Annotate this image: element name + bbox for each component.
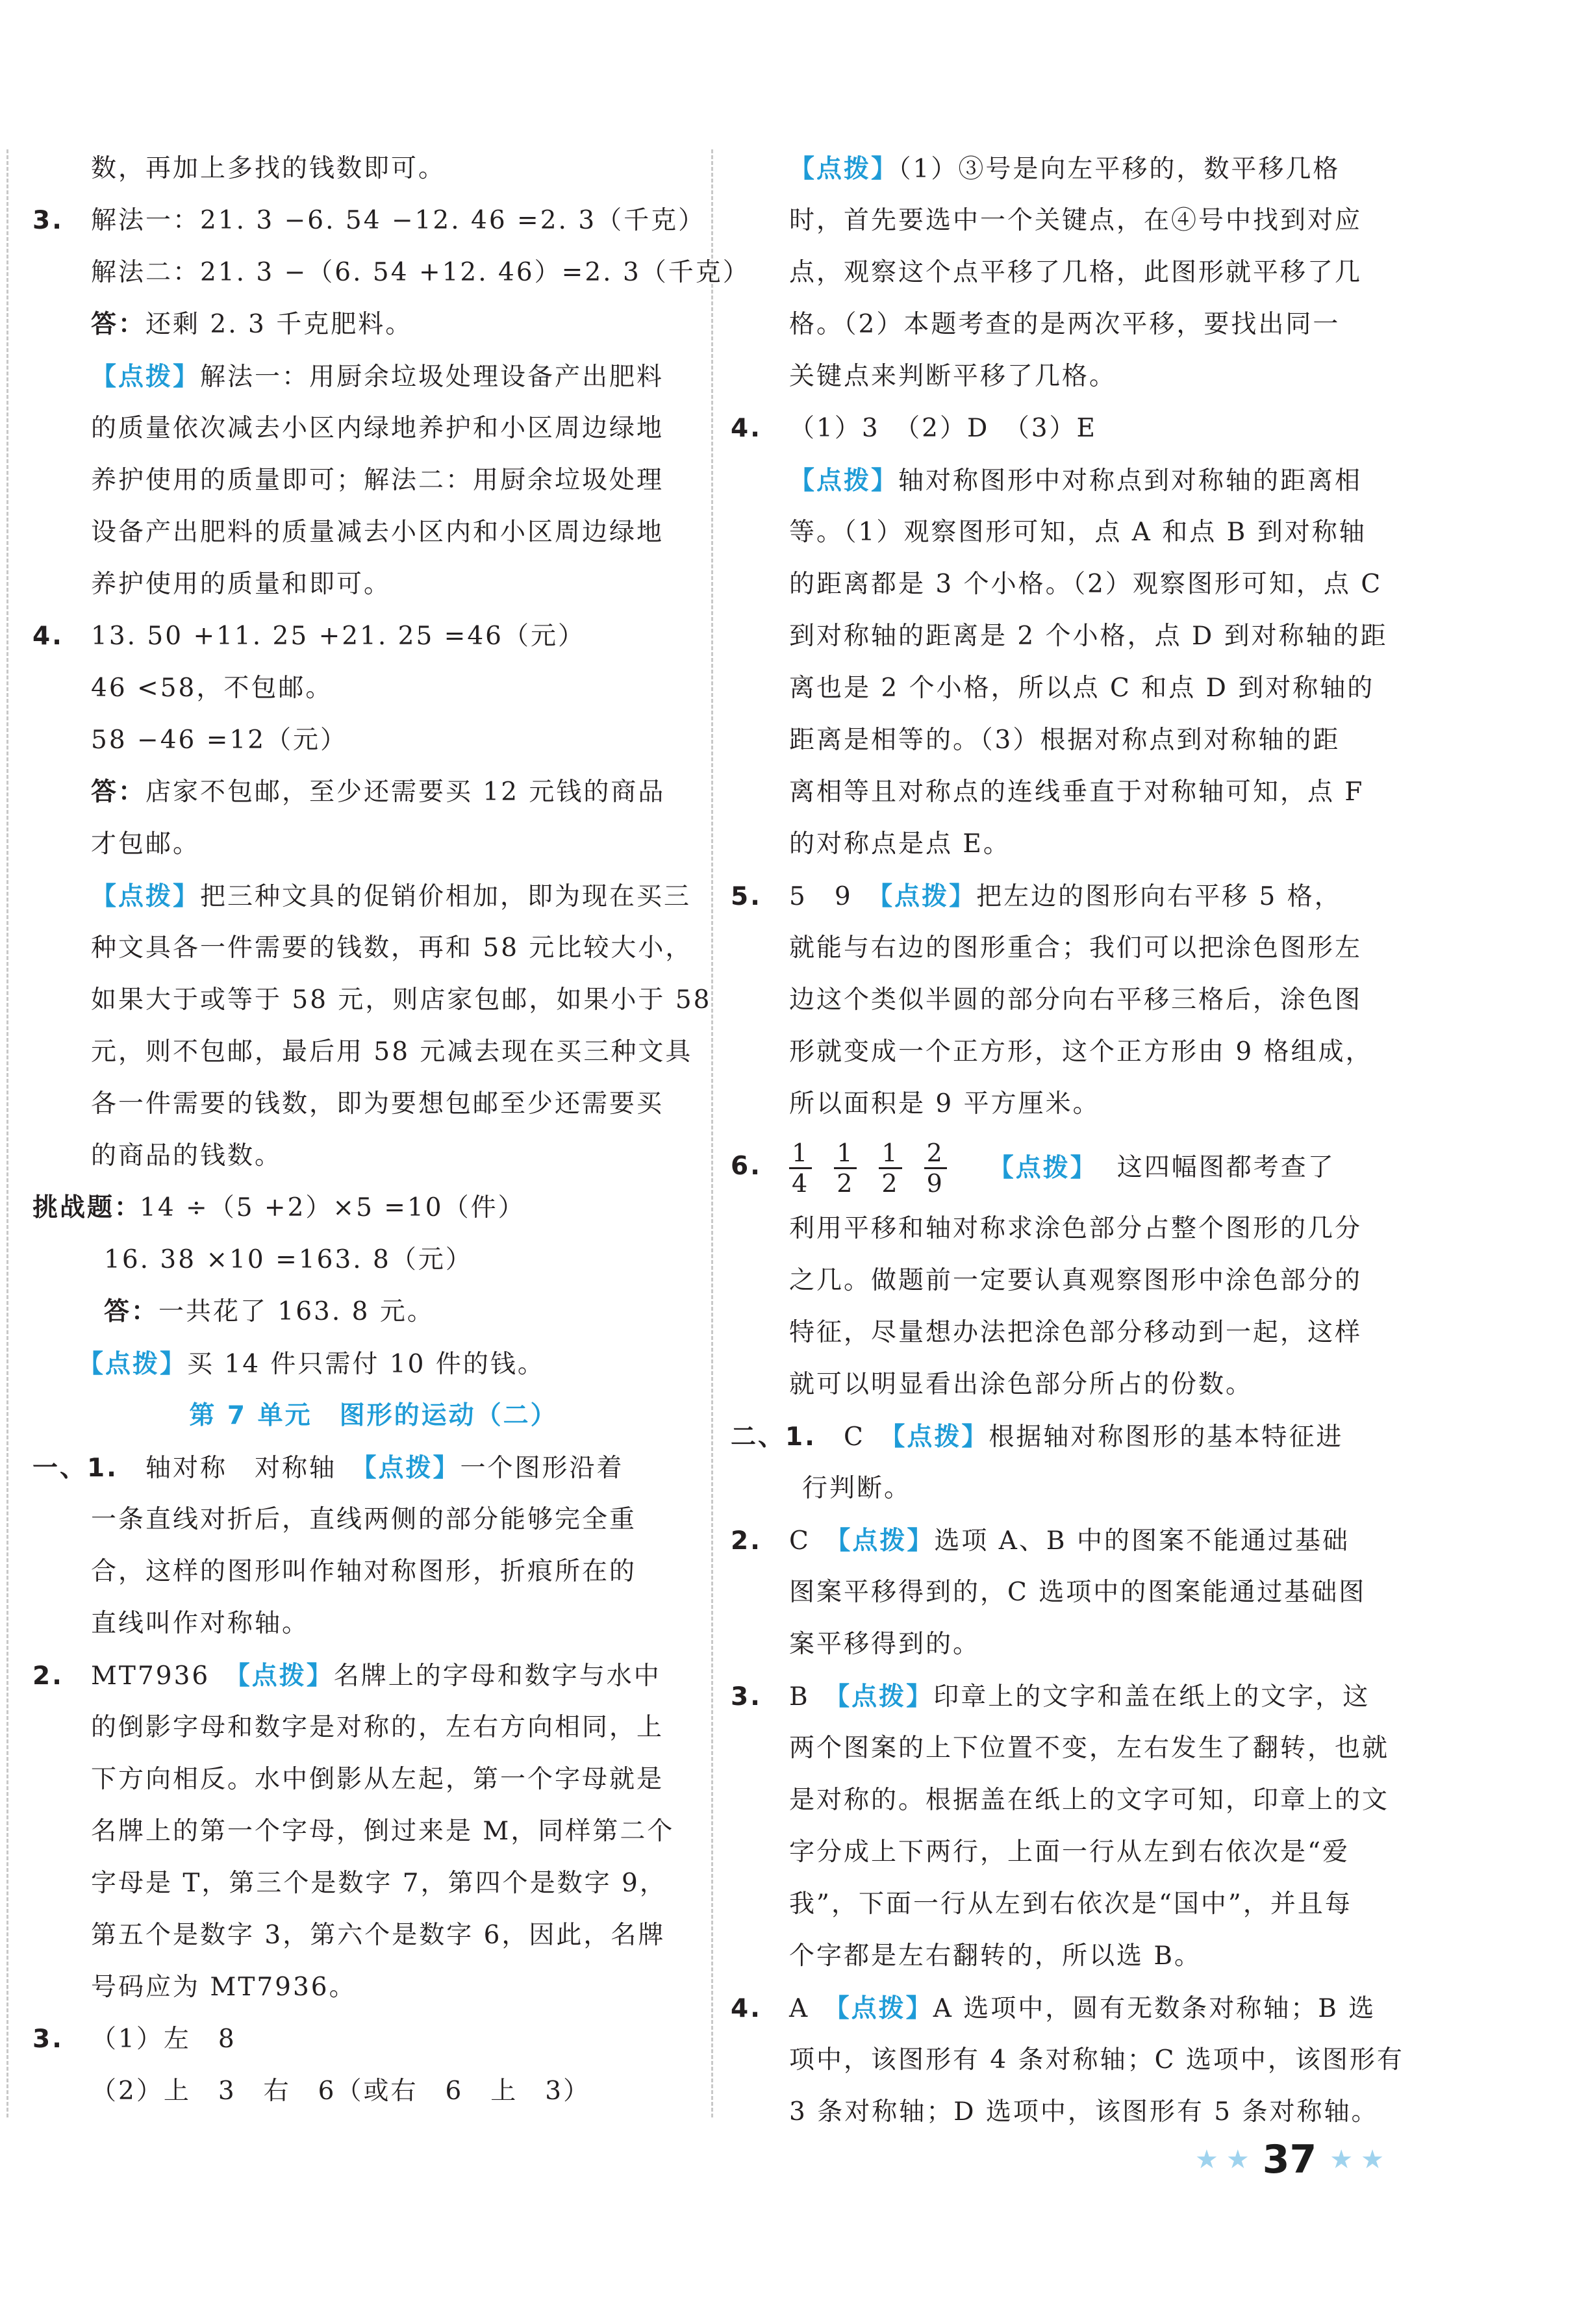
hint-tag: 【点拨】: [364, 1453, 460, 1483]
text-line: [731, 818, 1390, 870]
answer-label: 答：: [91, 310, 146, 339]
line-text: 一个图形沿着: [460, 1454, 624, 1483]
line-text: 13. 50 +11. 25 +21. 25 =46（元）: [91, 622, 585, 651]
line-text: 的质量依次减去小区内绿地养护和小区周边绿地: [91, 414, 664, 443]
fraction-denominator: 2: [837, 1168, 855, 1198]
fraction-denominator: 2: [881, 1168, 900, 1198]
line-text: 离也是 2 个小格，所以点 C 和点 D 到对称轴的: [789, 674, 1375, 703]
text-line: [32, 559, 688, 611]
text-line: [32, 1910, 688, 1962]
text-line: [32, 143, 688, 195]
line-text: 才包邮。: [91, 829, 201, 859]
fraction-denominator: 9: [926, 1168, 944, 1198]
question-number: 4.: [731, 414, 762, 443]
section-number: 二、: [731, 1422, 786, 1452]
line-text: 轴对称 对称轴: [145, 1454, 364, 1483]
line-text: 形就变成一个正方形，这个正方形由 9 格组成，: [789, 1037, 1373, 1067]
text-line: [32, 1494, 688, 1546]
line-text: 种文具各一件需要的钱数，再和 58 元比较大小，: [91, 933, 693, 963]
line-text: 点，观察这个点平移了几格，此图形就平移了几: [789, 258, 1363, 287]
text-line: [731, 455, 1390, 507]
text-line: [731, 1619, 1390, 1671]
star-icon: ★: [1361, 2145, 1384, 2175]
line-text: （1）③号是向左平移的，数平移几格: [898, 155, 1341, 184]
line-text: 设备产出肥料的质量减去小区内和小区周边绿地: [91, 518, 664, 547]
question-number: 5.: [731, 882, 762, 911]
line-text: A: [789, 1994, 837, 2023]
text-line: [32, 1026, 693, 1078]
hint-tag: 【点拨】: [789, 466, 899, 496]
line-text: （2）上 3 右 6（或右 6 上 3）: [91, 2077, 591, 2106]
line-text: 养护使用的质量即可；解法二：用厨余垃圾处理: [91, 466, 664, 495]
text-line: [731, 1515, 1390, 1567]
fraction: [834, 1139, 857, 1198]
line-text: 利用平移和轴对称求涂色部分占整个图形的几分: [789, 1214, 1363, 1243]
line-text: 印章上的文字和盖在纸上的文字，这: [933, 1682, 1370, 1711]
text-line: [731, 1930, 1390, 1982]
text-line: [731, 1878, 1390, 1930]
text-line: [731, 1255, 1390, 1307]
text-line: [731, 1411, 1390, 1463]
text-line: [32, 1702, 688, 1754]
line-text: 格。（2）本题考查的是两次平移，要找出同一: [789, 310, 1341, 339]
question-number: 1.: [87, 1454, 118, 1483]
line-text: 就能与右边的图形重合；我们可以把涂色图形左: [789, 933, 1363, 963]
hint-tag: 【点拨】: [892, 1422, 989, 1452]
text-line: [32, 1598, 688, 1650]
challenge-label: 挑战题：: [32, 1193, 142, 1222]
line-text: 还剩 2. 3 千克肥料。: [145, 310, 413, 339]
text-line: [731, 403, 1390, 455]
line-text: 元，则不包邮，最后用 58 元减去现在买三种文具: [91, 1037, 693, 1067]
line-text: 5 9: [789, 882, 880, 911]
line-text: 第五个是数字 3，第六个是数字 6，因此，名牌: [91, 1921, 666, 1950]
question-number: 2.: [731, 1526, 762, 1556]
hint-tag: 【点拨】: [91, 881, 201, 911]
line-text: B: [789, 1682, 837, 1711]
star-icon: ★: [1226, 2145, 1250, 2175]
line-text: 这四幅图都考查了: [1116, 1153, 1335, 1182]
line-text: 特征，尽量想办法把涂色部分移动到一起，这样: [789, 1318, 1363, 1347]
text-line: [32, 974, 712, 1026]
page-number: 37: [1262, 2137, 1317, 2182]
line-text: 的商品的钱数。: [91, 1141, 283, 1170]
line-text: 店家不包邮，至少还需要买 12 元钱的商品: [145, 777, 666, 807]
text-line: [32, 1338, 688, 1390]
text-line: [731, 1078, 1390, 1130]
text-line: [731, 1826, 1390, 1878]
page-number-footer: [1195, 2134, 1384, 2186]
question-number: 3.: [32, 206, 64, 235]
text-line: [32, 818, 688, 870]
hint-tag: 【点拨】: [78, 1349, 188, 1379]
text-line: [731, 974, 1390, 1026]
text-line: [731, 870, 1390, 922]
line-text: 是对称的。根据盖在纸上的文字可知，印章上的文: [789, 1786, 1390, 1815]
text-line: [32, 247, 750, 299]
section-heading: 第 7 单元 图形的运动（二）: [189, 1401, 558, 1430]
text-line: [32, 1078, 688, 1130]
line-text: 数，再加上多找的钱数即可。: [91, 154, 446, 183]
fraction-numerator: 1: [879, 1139, 901, 1169]
line-text: 一条直线对折后，直线两侧的部分能够完全重: [91, 1505, 637, 1534]
text-line: [731, 2086, 1390, 2138]
text-line: [32, 1442, 688, 1494]
text-line: [32, 507, 688, 559]
line-text: （1）左 8: [91, 2025, 236, 2054]
answer-label: 答：: [104, 1297, 159, 1326]
text-line: [32, 714, 688, 766]
line-text: 就可以明显看出涂色部分所占的份数。: [789, 1370, 1254, 1399]
text-line: [32, 1130, 688, 1182]
text-line: [731, 247, 1390, 299]
text-line: [731, 1723, 1390, 1775]
line-text: 一共花了 163. 8 元。: [158, 1297, 435, 1326]
fraction-denominator: 4: [792, 1168, 810, 1198]
fraction-numerator: 2: [924, 1139, 947, 1169]
text-line: [32, 1546, 688, 1598]
line-text: 16. 38 ×10 =163. 8（元）: [104, 1245, 473, 1274]
text-line: [731, 351, 1390, 403]
question-number: 4.: [32, 622, 64, 651]
text-line: [731, 714, 1390, 766]
line-text: 到对称轴的距离是 2 个小格，点 D 到对称轴的距: [789, 622, 1388, 651]
line-text: 的距离都是 3 个小格。（2）观察图形可知，点 C: [789, 570, 1383, 599]
line-text: 项中，该图形有 4 条对称轴；C 选项中，该图形有: [789, 2045, 1404, 2075]
hint-tag: 【点拨】: [91, 362, 201, 392]
line-text: 字母是 T，第三个是数字 7，第四个是数字 9，: [91, 1869, 667, 1898]
line-text: A 选项中，圆有无数条对称轴；B 选: [933, 1994, 1376, 2023]
hint-tag: 【点拨】: [879, 881, 977, 911]
text-line: [32, 195, 706, 247]
text-line: [731, 1671, 1390, 1723]
text-line: [32, 766, 688, 818]
text-line: [731, 559, 1390, 611]
question-number: 3.: [32, 2025, 64, 2054]
text-line: [32, 1234, 688, 1286]
text-line: [32, 1962, 688, 2014]
line-text: 把三种文具的促销价相加，即为现在买三: [200, 882, 692, 911]
section-number: 一、: [32, 1453, 88, 1483]
right-column: [731, 143, 1404, 2138]
line-text: 个字都是左右翻转的，所以选 B。: [789, 1941, 1202, 1971]
line-text: 根据轴对称图形的基本特征进: [989, 1422, 1344, 1452]
line-text: MT7936: [91, 1661, 238, 1691]
hint-tag: 【点拨】: [837, 1993, 933, 2023]
line-text: 选项 A、B 中的图案不能通过基础: [934, 1526, 1350, 1556]
text-line: [32, 1286, 688, 1338]
fraction-numerator: 1: [834, 1139, 857, 1169]
line-text: 时，首先要选中一个关键点，在④号中找到对应: [789, 206, 1363, 235]
line-text: 46 <58，不包邮。: [91, 674, 333, 703]
line-text: 的对称点是点 E。: [789, 829, 1011, 859]
answer-label: 答：: [91, 777, 146, 807]
line-text: 距离是相等的。（3）根据对称点到对称轴的距: [789, 726, 1341, 755]
text-line: [32, 663, 688, 714]
line-text: 边这个类似半圆的部分向右平移三格后，涂色图: [789, 985, 1363, 1015]
line-text: 把左边的图形向右平移 5 格，: [976, 882, 1342, 911]
line-text: 之几。做题前一定要认真观察图形中涂色部分的: [789, 1266, 1363, 1295]
line-text: 解法二：21. 3 −（6. 54 +12. 46）=2. 3（千克）: [91, 258, 750, 287]
text-line: [731, 2034, 1404, 2086]
line-text: 3 条对称轴；D 选项中，该图形有 5 条对称轴。: [789, 2097, 1379, 2127]
text-line: [731, 1775, 1390, 1826]
text-line: [731, 663, 1390, 714]
line-text: 各一件需要的钱数，即为要想包邮至少还需要买: [91, 1089, 664, 1118]
text-line: [32, 611, 688, 663]
line-text: 58 −46 =12（元）: [91, 726, 348, 755]
text-line: [32, 299, 688, 351]
text-line: [731, 1982, 1390, 2034]
text-line: [731, 611, 1390, 663]
text-line: [731, 143, 1390, 195]
text-line: [731, 1307, 1390, 1359]
text-line: [32, 351, 688, 403]
hint-tag: 【点拨】: [789, 154, 899, 184]
text-line: [32, 1858, 688, 1910]
line-text: 14 ÷（5 +2）×5 =10（件）: [140, 1193, 525, 1222]
text-line: [32, 1754, 688, 1806]
line-text: 所以面积是 9 平方厘米。: [789, 1089, 1100, 1118]
line-text: 如果大于或等于 58 元，则店家包邮，如果小于 58: [91, 985, 712, 1015]
line-text: 案平移得到的。: [789, 1630, 981, 1659]
text-line: [731, 922, 1390, 974]
text-line: [32, 2065, 688, 2117]
line-text: 下方向相反。水中倒影从左起，第一个字母就是: [91, 1765, 664, 1794]
left-column: [32, 143, 750, 2117]
line-text: 我”，下面一行从左到右依次是“国中”，并且每: [789, 1889, 1352, 1919]
text-line: [731, 1203, 1390, 1255]
text-line: [731, 1359, 1390, 1411]
text-line: [731, 507, 1390, 559]
line-text: 买 14 件只需付 10 件的钱。: [187, 1350, 545, 1379]
text-line: [32, 403, 688, 455]
text-line: [32, 1650, 688, 1702]
line-text: C: [844, 1422, 892, 1452]
line-text: 等。（1）观察图形可知，点 A 和点 B 到对称轴: [789, 518, 1367, 547]
hint-tag: 【点拨】: [988, 1153, 1098, 1183]
fraction: [879, 1139, 901, 1198]
question-number: 6.: [731, 1152, 762, 1181]
hint-tag: 【点拨】: [837, 1526, 935, 1556]
column-divider: [711, 149, 713, 2117]
text-line: [731, 766, 1390, 818]
line-text: 行判断。: [802, 1474, 912, 1503]
text-line: [731, 1463, 1390, 1515]
text-line: [731, 1567, 1390, 1619]
line-text: 养护使用的质量和即可。: [91, 570, 392, 599]
line-text: 的倒影字母和数字是对称的，左右方向相同，上: [91, 1713, 664, 1742]
line-text: 轴对称图形中对称点到对称轴的距离相: [898, 466, 1363, 496]
text-line: [32, 1182, 688, 1234]
text-line: [731, 1026, 1390, 1078]
text-line: [731, 195, 1390, 247]
fraction: [924, 1139, 947, 1198]
line-text: 合，这样的图形叫作轴对称图形，折痕所在的: [91, 1557, 637, 1586]
question-number: 1.: [785, 1422, 816, 1452]
question-number: 2.: [32, 1661, 64, 1691]
line-text: 两个图案的上下位置不变，左右发生了翻转，也就: [789, 1734, 1390, 1763]
fraction: [789, 1139, 812, 1198]
line-text: 关键点来判断平移了几格。: [789, 362, 1117, 391]
hint-tag: 【点拨】: [837, 1682, 934, 1711]
star-icon: ★: [1195, 2145, 1218, 2175]
line-text: （1）3 （2）D （3）E: [789, 414, 1097, 443]
star-icon: ★: [1330, 2145, 1354, 2175]
line-text: 解法一：用厨余垃圾处理设备产出肥料: [200, 362, 664, 392]
left-margin-rule: [6, 149, 8, 2117]
text-line: [32, 455, 688, 507]
line-text: 名牌上的字母和数字与水中: [333, 1661, 661, 1691]
fraction-numerator: 1: [789, 1139, 812, 1169]
text-line: [32, 870, 692, 922]
text-line: [731, 1130, 1390, 1203]
line-text: 号码应为 MT7936。: [91, 1973, 357, 2002]
line-text: 字分成上下两行，上面一行从左到右依次是“爱: [789, 1838, 1350, 1867]
line-text: 解法一：21. 3 −6. 54 −12. 46 =2. 3（千克）: [91, 206, 706, 235]
line-text: C: [789, 1526, 838, 1556]
text-line: [32, 922, 693, 974]
question-number: 3.: [731, 1682, 762, 1711]
hint-tag: 【点拨】: [237, 1661, 334, 1691]
line-text: 图案平移得到的，C 选项中的图案能通过基础图: [789, 1578, 1367, 1607]
question-number: 4.: [731, 1994, 762, 2023]
text-line: [32, 1806, 688, 1858]
text-line: [731, 299, 1390, 351]
text-line: [32, 2014, 688, 2065]
line-text: 名牌上的第一个字母，倒过来是 M，同样第二个: [91, 1817, 675, 1846]
line-text: 直线叫作对称轴。: [91, 1609, 310, 1638]
line-text: 离相等且对称点的连线垂直于对称轴可知，点 F: [789, 777, 1365, 807]
